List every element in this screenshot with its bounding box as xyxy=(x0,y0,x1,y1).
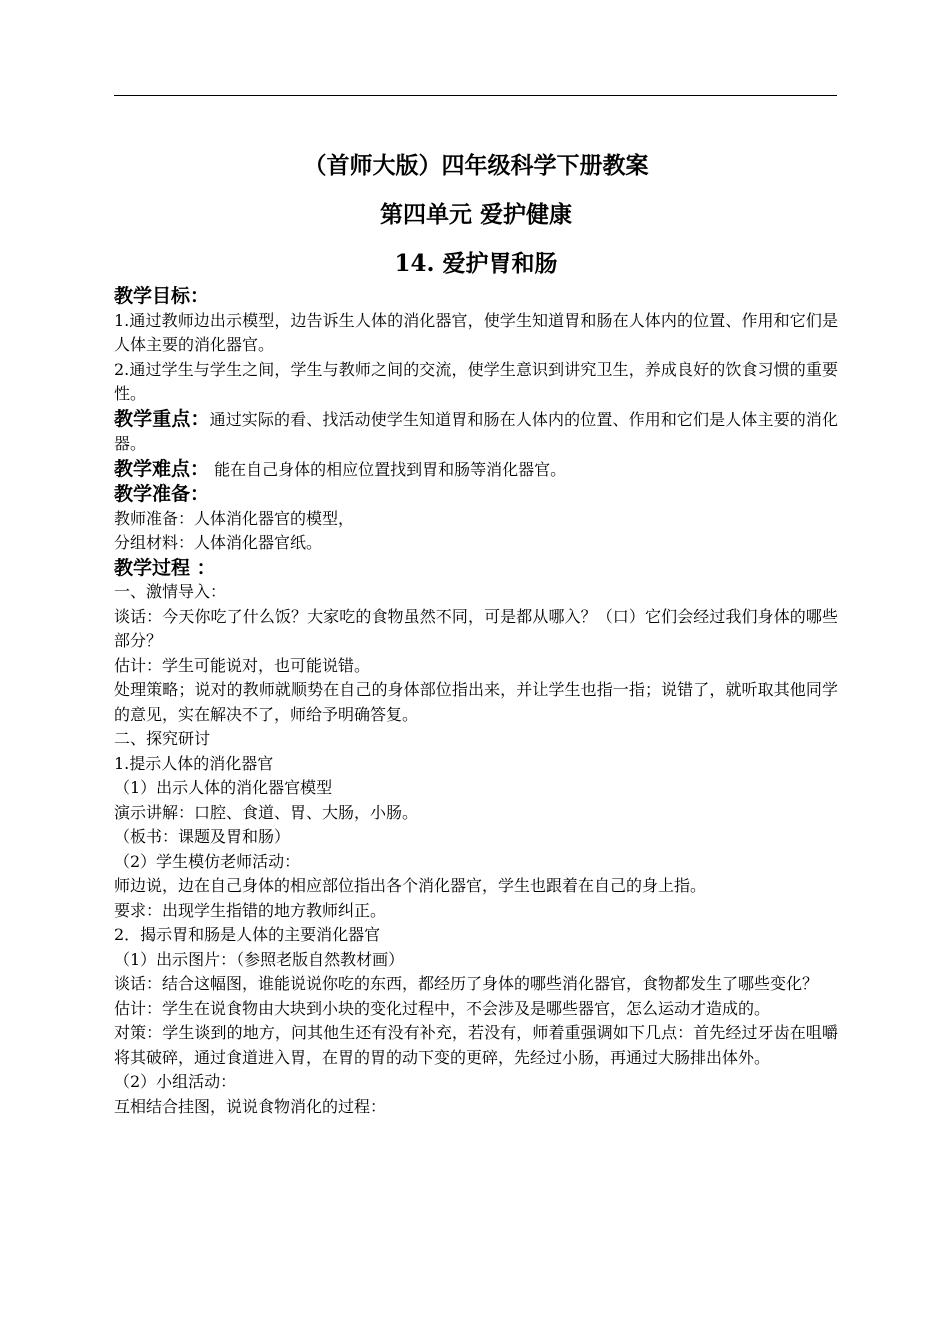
key-point-heading: 教学重点： xyxy=(114,407,210,430)
document-title: （首师大版）四年级科学下册教案 xyxy=(303,152,649,179)
process-line: （板书：课题及胃和肠） xyxy=(114,827,291,846)
process-line: （2）小组活动： xyxy=(114,1072,237,1091)
process-line: 演示讲解：口腔、食道、胃、大肠，小肠。 xyxy=(114,802,419,822)
document-body xyxy=(114,152,838,1119)
difficulty-paragraph xyxy=(114,457,838,483)
process-line: 对策：学生谈到的地方，问其他生还有没有补充，若没有，师着重强调如下几点：首先经过牙齿在咀嚼将其破碎，通过食道进入胃，在胃的胃的动下变的更碎，先经过小肠，再通过大肠排出体外。 xyxy=(114,1023,838,1067)
process-line: （1）出示图片：（参照老版自然教材画） xyxy=(114,949,405,969)
process-line: 互相结合挂图，说说食物消化的过程： xyxy=(114,1096,387,1116)
process-line: 估计：学生可能说对，也可能说错。 xyxy=(114,655,371,675)
process-line: 2．揭示胃和肠是人体的主要消化器官 xyxy=(114,925,381,944)
process-line: 谈话：今天你吃了什么饭？大家吃的食物虽然不同，可是都从哪入？（口）它们会经过我们身体的哪些部分？ xyxy=(114,606,838,650)
header-rule xyxy=(114,95,837,96)
preparation-heading: 教学准备： xyxy=(114,483,210,505)
key-point-paragraph xyxy=(114,407,838,457)
lesson-title: 14. 爱护胃和肠 xyxy=(394,250,558,277)
preparation-item: 教师准备：人体消化器官的模型， xyxy=(114,508,355,528)
unit-title: 第四单元 爱护健康 xyxy=(379,201,572,228)
goal-item: 2.通过学生与学生之间，学生与教师之间的交流，使学生意识到讲究卫生，养成良好的饮食习惯的重要性。 xyxy=(114,359,838,403)
process-line: 1.提示人体的消化器官 xyxy=(114,753,274,773)
difficulty-heading: 教学难点： xyxy=(114,457,210,480)
preparation-item: 分组材料：人体消化器官纸。 xyxy=(114,533,323,552)
difficulty-text: 能在自己身体的相应位置找到胃和肠等消化器官。 xyxy=(209,459,567,479)
process-line: 估计：学生在说食物由大块到小块的变化过程中，不会涉及是哪些器官，怎么运动才造成的。 xyxy=(114,998,771,1018)
process-line: （2）学生模仿老师活动： xyxy=(114,851,301,871)
process-line: 一、激情导入： xyxy=(114,582,227,601)
goals-heading: 教学目标： xyxy=(114,285,210,307)
process-line: 处理策略；说对的教师就顺势在自己的身体部位指出来，并让学生也指一指；说错了，就听取其他同学的意见，实在解决不了，师给予明确答复。 xyxy=(114,680,838,724)
key-point-text: 通过实际的看、找活动使学生知道胃和肠在人体内的位置、作用和它们是人体主要的消化器。 xyxy=(114,409,838,453)
process-line: （1）出示人体的消化器官模型 xyxy=(114,778,333,797)
process-heading: 教学过程 ： xyxy=(114,556,216,579)
process-line: 要求：出现学生指错的地方教师纠正。 xyxy=(114,900,387,920)
goal-item: 1.通过教师边出示模型，边告诉生人体的消化器官，使学生知道胃和肠在人体内的位置、作用和它们是人体主要的消化器官。 xyxy=(114,310,838,354)
process-line: 二、探究研讨 xyxy=(114,729,211,748)
process-line: 谈话：结合这幅图，谁能说说你吃的东西，都经历了身体的哪些消化器官，食物都发生了哪些变化？ xyxy=(114,974,819,993)
process-line: 师边说，边在自己身体的相应部位指出各个消化器官，学生也跟着在自己的身上指。 xyxy=(114,876,707,895)
